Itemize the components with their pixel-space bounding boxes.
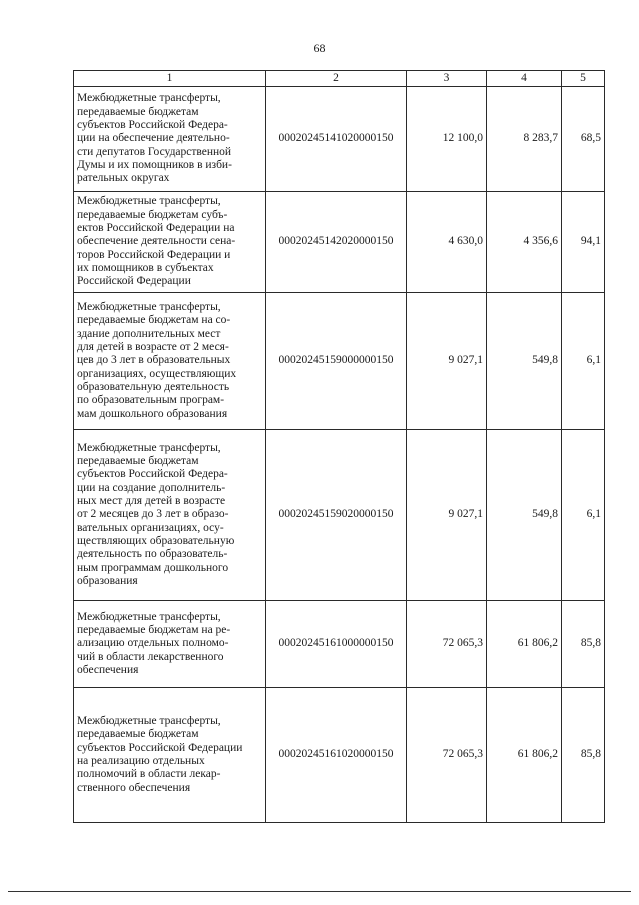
row-code-cell: 00020245159020000150 (266, 430, 407, 601)
row-plan-cell: 72 065,3 (407, 601, 487, 688)
page-bottom-rule (8, 891, 631, 892)
column-header-actual: 4 (487, 71, 562, 87)
row-actual-cell: 61 806,2 (487, 688, 562, 823)
row-percent-cell: 85,8 (562, 688, 605, 823)
row-name-cell: Межбюджетные трансферты, передаваемые бюджетам субъектов Российской Федера- ции на обеспечение деятельно- сти депутатов Государственной Думы и их помощников в изби- рательных округах (74, 87, 266, 192)
row-code-cell: 00020245142020000150 (266, 192, 407, 293)
row-plan-cell: 4 630,0 (407, 192, 487, 293)
row-percent-cell: 85,8 (562, 601, 605, 688)
table-row (74, 430, 605, 601)
row-code-cell: 00020245161020000150 (266, 688, 407, 823)
row-code-cell: 00020245159000000150 (266, 293, 407, 430)
row-plan-cell: 9 027,1 (407, 430, 487, 601)
row-name-cell: Межбюджетные трансферты, передаваемые бюджетам на со- здание дополнительных мест для детей в возрасте от 2 меся- цев до 3 лет в образовательных организациях, осуществляющих образовательную деятельность по образовательным програм- мам дошкольного образования (74, 293, 266, 430)
column-header-name: 1 (74, 71, 266, 87)
row-name-cell: Межбюджетные трансферты, передаваемые бюджетам субъектов Российской Федерации на реализацию отдельных полномочий в области лекар- ственного обеспечения (74, 688, 266, 823)
row-actual-cell: 8 283,7 (487, 87, 562, 192)
column-header-code: 2 (266, 71, 407, 87)
row-actual-cell: 4 356,6 (487, 192, 562, 293)
row-percent-cell: 94,1 (562, 192, 605, 293)
row-percent-cell: 6,1 (562, 430, 605, 601)
page-number: 68 (313, 41, 326, 55)
row-actual-cell: 549,8 (487, 293, 562, 430)
row-plan-cell: 72 065,3 (407, 688, 487, 823)
row-name-cell: Межбюджетные трансферты, передаваемые бюджетам на ре- ализацию отдельных полномо- чий в области лекарственного обеспечения (74, 601, 266, 688)
row-plan-cell: 12 100,0 (407, 87, 487, 192)
budget-transfers-table (73, 70, 605, 823)
row-percent-cell: 6,1 (562, 293, 605, 430)
row-actual-cell: 61 806,2 (487, 601, 562, 688)
row-code-cell: 00020245141020000150 (266, 87, 407, 192)
row-percent-cell: 68,5 (562, 87, 605, 192)
table-row (74, 87, 605, 192)
table-header-row (74, 71, 605, 87)
column-header-plan: 3 (407, 71, 487, 87)
column-header-percent: 5 (562, 71, 605, 87)
row-name-cell: Межбюджетные трансферты, передаваемые бюджетам субъ- ектов Российской Федерации на обеспечение деятельности сена- торов Российской Федерации и их помощников в субъектах Российской Федерации (74, 192, 266, 293)
table-row (74, 601, 605, 688)
table-row (74, 688, 605, 823)
row-actual-cell: 549,8 (487, 430, 562, 601)
row-name-cell: Межбюджетные трансферты, передаваемые бюджетам субъектов Российской Федера- ции на создание дополнитель- ных мест для детей в возрасте от 2 месяцев до 3 лет в образо- вательных организациях, осу- ществляющих образовательную деятельность по образователь- ным программам дошкольного образования (74, 430, 266, 601)
row-code-cell: 00020245161000000150 (266, 601, 407, 688)
table-row (74, 192, 605, 293)
table-row (74, 293, 605, 430)
row-plan-cell: 9 027,1 (407, 293, 487, 430)
